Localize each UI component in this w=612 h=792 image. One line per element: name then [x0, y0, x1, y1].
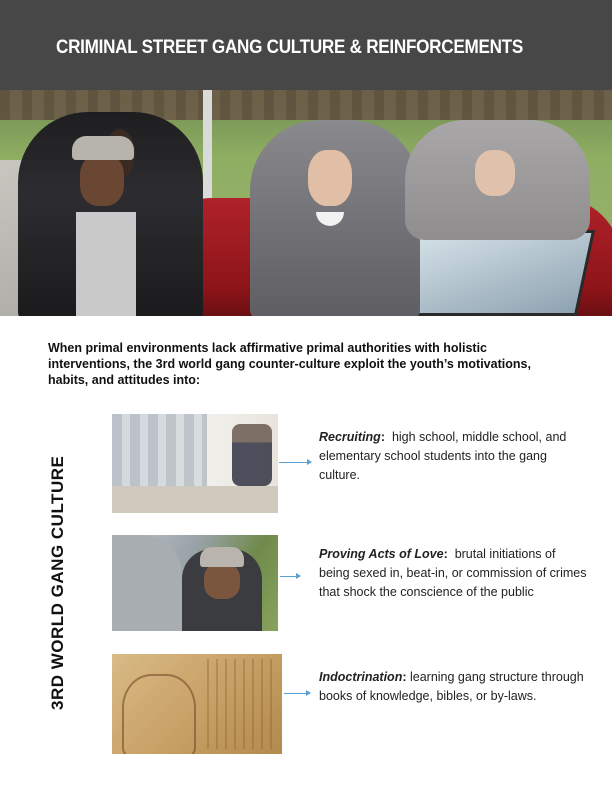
side-vertical-label: 3RD WORLD GANG CULTURE — [48, 455, 67, 710]
item-term: Proving Acts of Love — [319, 547, 444, 561]
person-right-figure — [405, 120, 590, 240]
ancient-book-photo — [112, 654, 282, 754]
item-separator: : — [443, 547, 448, 561]
item-indoctrination — [319, 668, 589, 706]
item-description: learning gang structure through books of knowledge, bibles, or by-laws. — [319, 670, 584, 703]
person-left-figure — [18, 112, 203, 316]
connector-arrow-1 — [279, 462, 311, 463]
connector-arrow-3 — [284, 693, 310, 694]
hero-photo-gang-members — [0, 90, 612, 316]
item-description: high school, middle school, and elementary school students into the gang culture. — [319, 430, 567, 482]
school-hallway-photo — [112, 414, 278, 513]
item-description: brutal initiations of being sexed in, beat-in, or commission of crimes that shock the conscience of the public — [319, 547, 587, 599]
item-term: Recruiting — [319, 430, 381, 444]
intro-paragraph: When primal environments lack affirmative primal authorities with holistic interventions, the 3rd world gang counter-culture exploit the youth’s motivations, habits, and attitudes into: — [48, 341, 531, 387]
item-recruiting — [319, 428, 589, 485]
item-separator: : — [380, 430, 385, 444]
car-windshield-graphic — [391, 230, 595, 316]
person-center-figure — [250, 120, 420, 316]
item-proving-acts — [319, 545, 589, 602]
initiation-photo — [112, 535, 278, 631]
header-banner — [0, 0, 612, 90]
pole-graphic — [203, 90, 212, 210]
item-term: Indoctrination — [319, 670, 403, 684]
page-title: CRIMINAL STREET GANG CULTURE & REINFORCEMENTS — [56, 37, 523, 58]
connector-arrow-2 — [280, 576, 300, 577]
item-separator: : — [402, 670, 407, 684]
